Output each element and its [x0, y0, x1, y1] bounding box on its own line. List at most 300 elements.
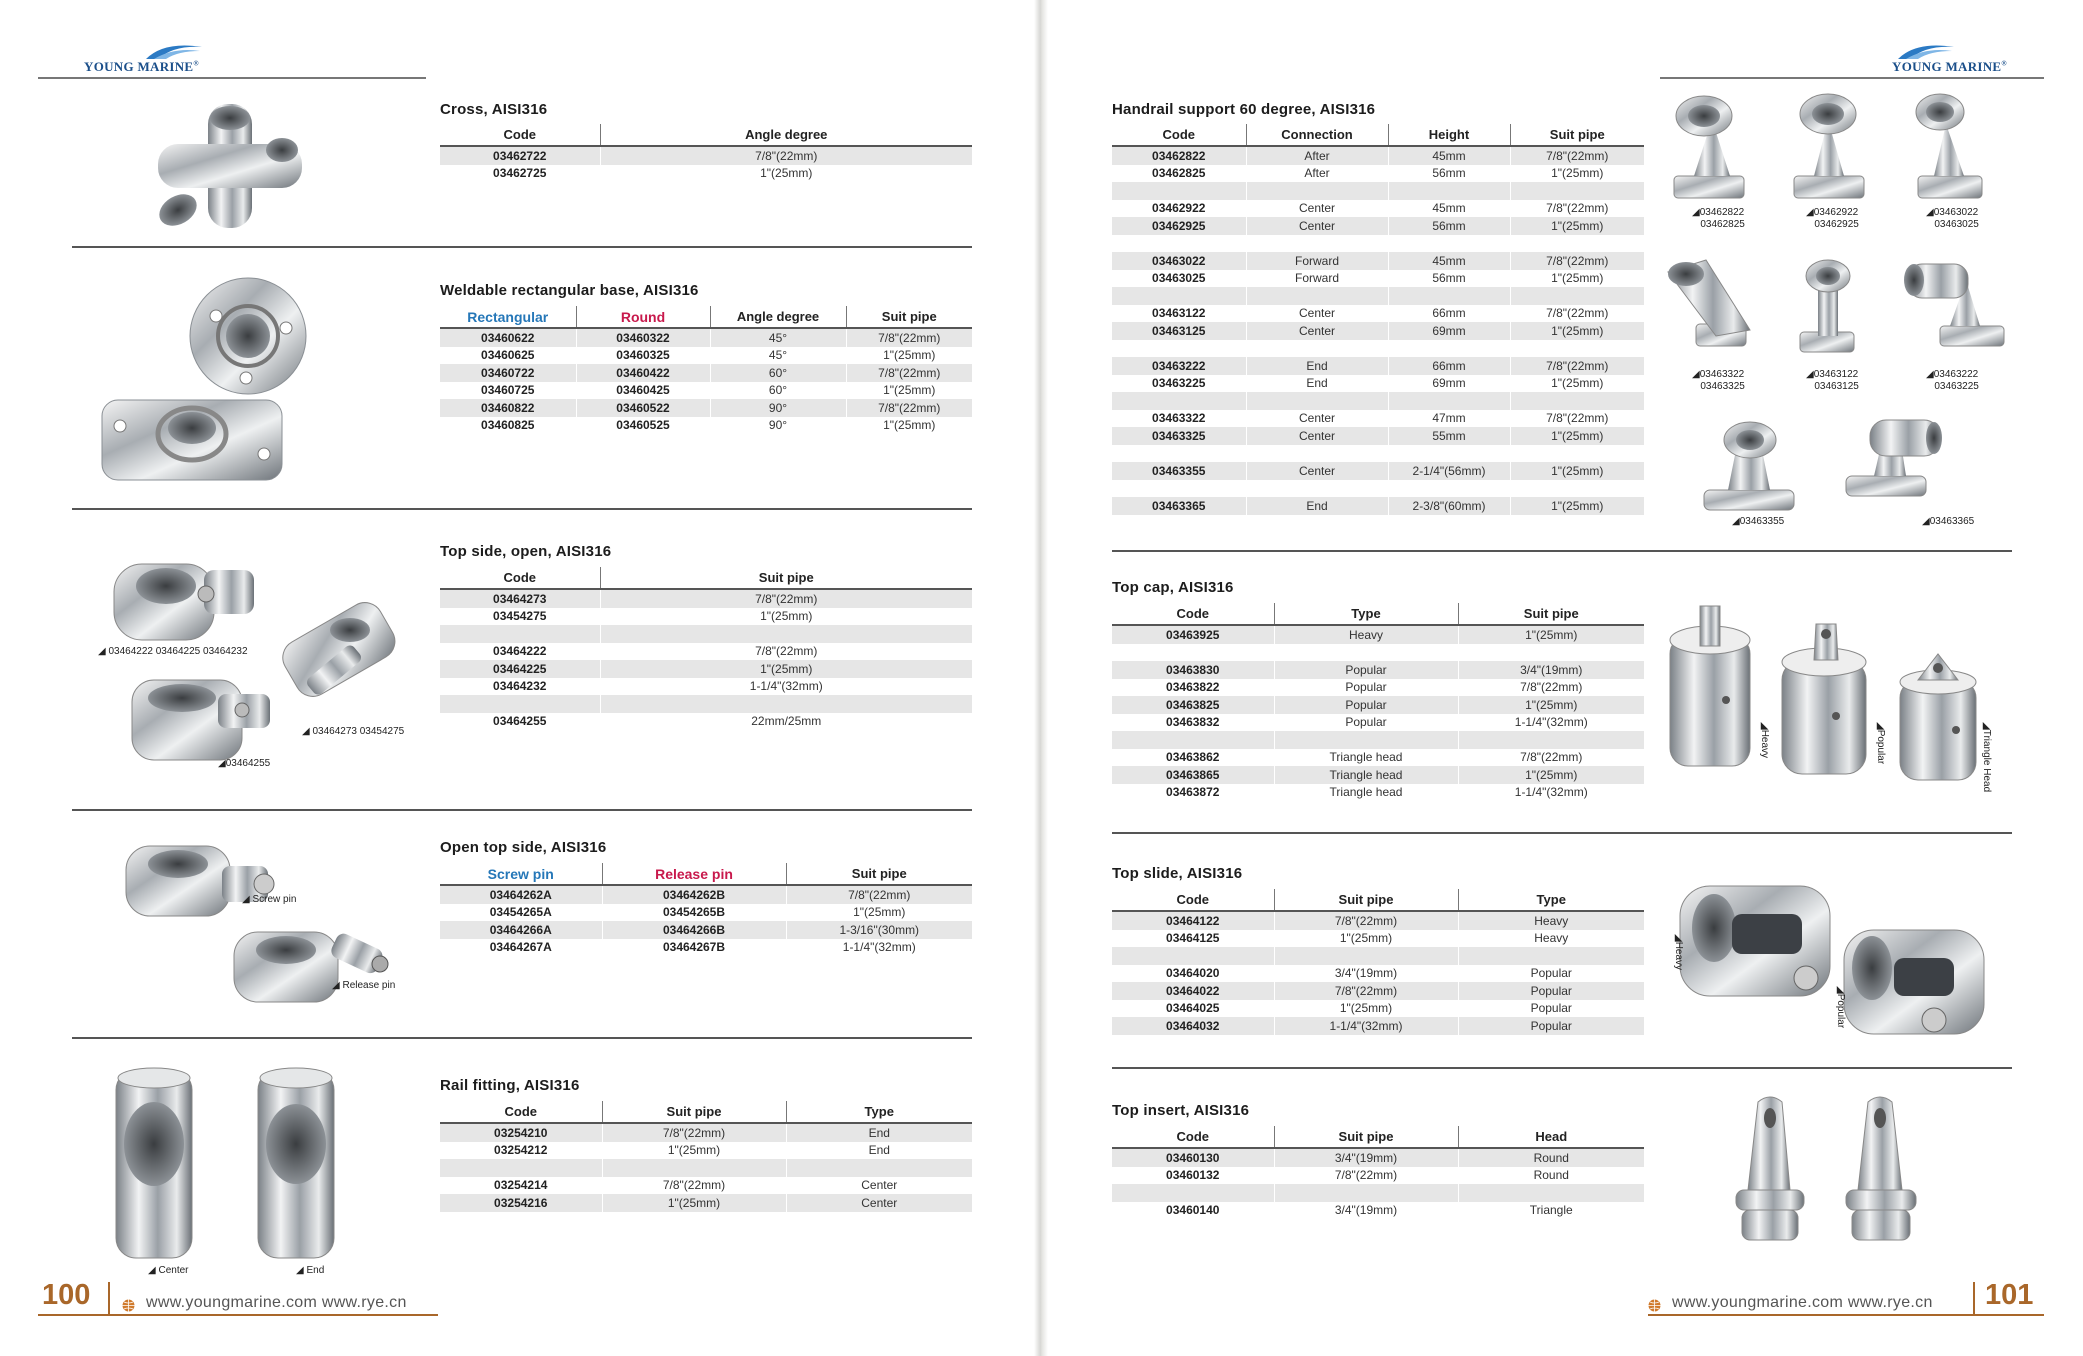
table-cell: 45mm [1388, 200, 1510, 218]
table-cell: 56mm [1388, 217, 1510, 235]
table-row [1112, 235, 1644, 253]
table-cell: Center [1246, 427, 1388, 445]
section-divider [72, 809, 972, 811]
table-row [1112, 357, 1644, 375]
column-header: Suit pipe [1274, 889, 1458, 911]
column-header: Suit pipe [602, 1101, 786, 1123]
table-cell: 03464273 [440, 589, 600, 608]
column-header: Head [1458, 1126, 1644, 1148]
table-row [440, 1123, 972, 1142]
table-cell: 03464232 [493, 679, 547, 694]
footer-url-left: www.youngmarine.com www.rye.cn [146, 1294, 407, 1311]
table-row [1112, 1017, 1644, 1035]
table-cell: 03462925 [1112, 217, 1246, 235]
table-cell: 03460825 [481, 418, 535, 433]
photo-caption: ◢03463355 [1732, 516, 1785, 527]
table-cell [1246, 182, 1388, 200]
brand-name: YOUNG MARINE [1892, 59, 2002, 74]
table-cell: 45mm [1388, 146, 1510, 165]
table-cell: 3/4"(19mm) [1274, 1202, 1458, 1220]
table-row [1112, 661, 1644, 679]
table-cell: 7/8"(22mm) [1274, 1167, 1458, 1185]
table-cell: 90° [710, 399, 846, 417]
table-row [1112, 427, 1644, 445]
table-cell: Popular [1458, 1000, 1644, 1018]
weldable-spec-table [440, 306, 972, 434]
column-header: Angle degree [710, 306, 846, 328]
photo-caption: ◢03463365 [1922, 516, 1975, 527]
table-cell [1246, 235, 1388, 253]
table-cell: 03460322 [576, 328, 710, 347]
table-row [1112, 784, 1644, 802]
table-cell [1388, 480, 1510, 498]
column-header: Type [786, 1101, 972, 1123]
table-cell: Triangle head [1274, 749, 1458, 767]
table-header-row [440, 567, 972, 589]
table-cell: 7/8"(22mm) [846, 399, 972, 417]
table-cell: 1"(25mm) [1510, 270, 1644, 288]
table-cell [1510, 445, 1644, 463]
table-cell: 03463830 [1112, 661, 1274, 679]
table-cell: 03463322 [1152, 411, 1206, 426]
table-cell: 1"(25mm) [600, 608, 972, 626]
table-cell [1112, 1184, 1274, 1202]
table-cell [1510, 287, 1644, 305]
table-cell: 55mm [1388, 427, 1510, 445]
table-cell: 03463862 [1166, 750, 1220, 765]
table-row [1112, 947, 1644, 965]
footer-url-right: www.youngmarine.com www.rye.cn [1672, 1294, 1933, 1311]
table-cell [1458, 1184, 1644, 1202]
table-cell: 1"(25mm) [1510, 375, 1644, 393]
table-cell: Center [786, 1177, 972, 1195]
table-cell: 03462822 [1112, 146, 1246, 165]
photo-caption: ◢03463222 03463225 [1926, 369, 1979, 392]
handrail-support-photos [1660, 90, 2020, 530]
table-header-row [440, 863, 972, 885]
table-cell [1510, 392, 1644, 410]
page-number-left: 100 [42, 1279, 91, 1311]
table-cell: 1"(25mm) [602, 1142, 786, 1160]
table-cell: 03460425 [576, 382, 710, 400]
photo-caption: ◢Popular [1875, 722, 1886, 765]
column-header: Code [440, 1101, 602, 1123]
table-cell: 1"(25mm) [1510, 322, 1644, 340]
table-cell [1112, 182, 1246, 200]
table-cell: 7/8"(22mm) [1510, 357, 1644, 375]
table-cell [1510, 480, 1644, 498]
column-header: Type [1458, 889, 1644, 911]
table-row [440, 417, 972, 435]
table-row [440, 347, 972, 365]
table-cell: 03463025 [1152, 271, 1206, 286]
table-cell: After [1246, 146, 1388, 165]
table-cell: Popular [1274, 661, 1458, 679]
table-cell [1510, 182, 1644, 200]
photo-caption: ◢ End [296, 1265, 325, 1276]
table-row [1112, 982, 1644, 1000]
table-row [1112, 392, 1644, 410]
table-cell [1246, 287, 1388, 305]
table-header-row [1112, 1126, 1644, 1148]
table-cell: Heavy [1458, 930, 1644, 948]
topinsert-spec-table [1112, 1126, 1644, 1219]
table-cell: 1"(25mm) [600, 660, 972, 678]
section-title-open-topside: Open top side, AISI316 [440, 839, 607, 856]
brand-logo-right: YOUNG MARINE® [1892, 59, 2007, 75]
table-cell: 03464122 [1112, 911, 1274, 930]
table-cell: 03463225 [1152, 376, 1206, 391]
table-cell: 7/8"(22mm) [786, 885, 972, 904]
table-row [1112, 930, 1644, 948]
table-cell: 03460622 [440, 328, 576, 347]
table-row [1112, 322, 1644, 340]
table-cell: 7/8"(22mm) [1458, 679, 1644, 697]
table-row [1112, 1202, 1644, 1220]
table-cell: 03460140 [1166, 1203, 1220, 1218]
table-row [1112, 217, 1644, 235]
table-cell: 1"(25mm) [1274, 930, 1458, 948]
section-divider [72, 246, 972, 248]
column-header: Suit pipe [786, 863, 972, 885]
table-cell: Round [1458, 1148, 1644, 1167]
table-cell [1112, 731, 1274, 749]
table-cell: 03464255 [493, 714, 547, 729]
section-divider [72, 1037, 972, 1039]
table-row [440, 382, 972, 400]
table-cell: 60° [710, 364, 846, 382]
table-cell: 7/8"(22mm) [600, 146, 972, 165]
table-cell [1388, 235, 1510, 253]
table-cell [1458, 947, 1644, 965]
table-cell: 7/8"(22mm) [1274, 982, 1458, 1000]
table-cell: 03463865 [1112, 766, 1274, 784]
column-header: Suit pipe [600, 567, 972, 589]
table-cell: 7/8"(22mm) [1274, 911, 1458, 930]
table-row [1112, 182, 1644, 200]
logo-wave-icon [144, 41, 204, 61]
table-cell: 1"(25mm) [846, 417, 972, 435]
table-cell: Center [1246, 410, 1388, 428]
section-title-rail-fitting: Rail fitting, AISI316 [440, 1077, 580, 1094]
table-cell: 03460625 [481, 348, 535, 363]
table-row [1112, 340, 1644, 358]
globe-icon [1648, 1299, 1661, 1312]
table-cell: 03463832 [1166, 715, 1220, 730]
table-header-row [440, 306, 972, 328]
table-row [1112, 1184, 1644, 1202]
column-header: Round [576, 306, 710, 328]
table-cell: 3/4"(19mm) [1458, 661, 1644, 679]
table-cell: Popular [1274, 696, 1458, 714]
table-row [440, 625, 972, 643]
table-cell: 1"(25mm) [1510, 462, 1644, 480]
table-cell [1388, 287, 1510, 305]
table-cell: Heavy [1274, 625, 1458, 644]
table-cell: Center [786, 1194, 972, 1212]
column-header: Code [440, 567, 600, 589]
table-cell: 3/4"(19mm) [1274, 1148, 1458, 1167]
table-cell: 90° [710, 417, 846, 435]
page-number-right: 101 [1985, 1279, 2034, 1311]
table-row [440, 1159, 972, 1177]
table-cell: 03463822 [1166, 680, 1220, 695]
photo-caption: ◢Popular [1835, 986, 1846, 1029]
column-header: Type [1274, 603, 1458, 625]
table-row [440, 1142, 972, 1160]
table-cell: 1"(25mm) [1458, 696, 1644, 714]
table-row [1112, 497, 1644, 515]
table-cell: 7/8"(22mm) [1510, 305, 1644, 323]
table-cell: 03460132 [1166, 1168, 1220, 1183]
table-cell: 03464125 [1166, 931, 1220, 946]
table-cell: 1-1/4"(32mm) [600, 678, 972, 696]
table-row [1112, 480, 1644, 498]
table-cell [786, 1159, 972, 1177]
table-row [1112, 731, 1644, 749]
table-row [440, 678, 972, 696]
photo-caption: ◢03463322 03463325 [1692, 369, 1745, 392]
table-cell: 69mm [1388, 375, 1510, 393]
table-row [1112, 146, 1644, 165]
table-cell: Center [1246, 200, 1388, 218]
table-row [440, 643, 972, 661]
table-cell: 1"(25mm) [1510, 165, 1644, 183]
table-cell: 45° [710, 347, 846, 365]
footer-separator [1973, 1282, 1975, 1314]
table-cell: 7/8"(22mm) [1510, 410, 1644, 428]
table-cell: 1-1/4"(32mm) [1458, 784, 1644, 802]
photo-caption: ◢ Center [148, 1265, 189, 1276]
table-cell: 1"(25mm) [846, 347, 972, 365]
table-row [440, 328, 972, 347]
table-cell: 69mm [1388, 322, 1510, 340]
table-row [1112, 679, 1644, 697]
table-cell [1388, 445, 1510, 463]
table-cell [1510, 235, 1644, 253]
table-cell: Forward [1246, 252, 1388, 270]
table-cell [1274, 731, 1458, 749]
table-cell: 03463825 [1112, 696, 1274, 714]
table-cell: 03460522 [576, 399, 710, 417]
table-cell [1246, 340, 1388, 358]
table-cell: 03464032 [1112, 1017, 1274, 1035]
section-title-weldable: Weldable rectangular base, AISI316 [440, 282, 699, 299]
table-cell: 45° [710, 328, 846, 347]
table-cell: 03464262B [602, 885, 786, 904]
table-row [1112, 965, 1644, 983]
table-cell: 7/8"(22mm) [1510, 200, 1644, 218]
photo-caption: ◢03462922 03462925 [1806, 207, 1859, 230]
table-cell: 03464266B [602, 921, 786, 939]
table-cell: 03462922 [1152, 201, 1206, 216]
table-cell: 03462825 [1152, 166, 1206, 181]
photo-caption: ◢ 03464273 03454275 [302, 726, 405, 737]
table-cell [1112, 392, 1246, 410]
table-cell: 7/8"(22mm) [600, 589, 972, 608]
table-cell: 03464266A [440, 921, 602, 939]
table-row [1112, 1167, 1644, 1185]
column-header: Code [1112, 1126, 1274, 1148]
table-row [1112, 252, 1644, 270]
weldable-base-photo [98, 276, 318, 490]
table-cell [1112, 644, 1274, 662]
table-cell: 1-3/16"(30mm) [786, 921, 972, 939]
column-header: Code [1112, 124, 1246, 146]
table-header-row [1112, 603, 1644, 625]
column-header: Screw pin [440, 863, 602, 885]
table-cell: 03460725 [481, 383, 535, 398]
table-cell: Popular [1458, 965, 1644, 983]
table-cell: Popular [1458, 1017, 1644, 1035]
header-rule [1660, 77, 2044, 79]
table-cell: 56mm [1388, 270, 1510, 288]
table-cell: 1"(25mm) [1510, 217, 1644, 235]
brand-logo-left: YOUNG MARINE® [84, 59, 199, 75]
table-cell: End [786, 1142, 972, 1160]
table-row [440, 904, 972, 922]
column-header: Connection [1246, 124, 1388, 146]
table-row [1112, 714, 1644, 732]
table-cell: 2-1/4"(56mm) [1388, 462, 1510, 480]
table-row [440, 399, 972, 417]
table-cell: 03254212 [494, 1143, 548, 1158]
table-cell [1246, 480, 1388, 498]
column-header: Code [1112, 603, 1274, 625]
table-cell: 03460422 [576, 364, 710, 382]
table-row [440, 660, 972, 678]
table-cell: Center [1246, 462, 1388, 480]
topside-open-photo [108, 540, 428, 780]
table-cell: 03462722 [440, 146, 600, 165]
table-cell [1112, 480, 1246, 498]
table-cell: 1"(25mm) [1274, 1000, 1458, 1018]
table-row [1112, 200, 1644, 218]
photo-caption: ◢ 03464222 03464225 03464232 [98, 646, 248, 657]
table-cell: 7/8"(22mm) [1458, 749, 1644, 767]
table-cell: Center [1246, 217, 1388, 235]
table-cell [602, 1159, 786, 1177]
table-row [1112, 1000, 1644, 1018]
table-cell: End [1246, 375, 1388, 393]
table-cell: Center [1246, 322, 1388, 340]
table-cell: 03463355 [1112, 462, 1246, 480]
table-cell: End [1246, 357, 1388, 375]
table-row [440, 1177, 972, 1195]
table-cell: 1"(25mm) [602, 1194, 786, 1212]
table-cell: 03464225 [440, 660, 600, 678]
section-divider [1112, 550, 2012, 552]
table-cell: End [1246, 497, 1388, 515]
cross-spec-table [440, 124, 972, 182]
table-cell: 1"(25mm) [786, 904, 972, 922]
table-row [440, 165, 972, 183]
footer-separator [108, 1282, 110, 1314]
handrail-spec-table [1112, 124, 1644, 515]
table-cell: 60° [710, 382, 846, 400]
table-cell: 1-1/4"(32mm) [1274, 1017, 1458, 1035]
table-cell: Triangle head [1274, 784, 1458, 802]
table-cell: 2-3/8"(60mm) [1388, 497, 1510, 515]
table-cell [440, 1159, 602, 1177]
table-cell: 03464267A [489, 940, 552, 955]
table-cell: 03254210 [440, 1123, 602, 1142]
table-row [1112, 749, 1644, 767]
table-row [440, 939, 972, 957]
table-row [1112, 375, 1644, 393]
table-cell: 7/8"(22mm) [1510, 252, 1644, 270]
table-row [1112, 305, 1644, 323]
table-cell [600, 695, 972, 713]
column-header: Suit pipe [1274, 1126, 1458, 1148]
topinsert-photos [1730, 1094, 1940, 1250]
table-cell [1274, 644, 1458, 662]
table-cell: Center [1246, 305, 1388, 323]
table-row [1112, 287, 1644, 305]
table-cell: 03254214 [494, 1178, 548, 1193]
table-cell [1112, 340, 1246, 358]
table-row [1112, 644, 1644, 662]
table-cell: Triangle [1458, 1202, 1644, 1220]
photo-caption: ◢Triangle Head [1981, 722, 1992, 793]
section-divider [1112, 1067, 2012, 1069]
table-cell: 03460130 [1112, 1148, 1274, 1167]
table-cell: 1"(25mm) [1458, 766, 1644, 784]
table-header-row [440, 1101, 972, 1123]
table-cell: 03464267B [602, 939, 786, 957]
table-cell [1274, 947, 1458, 965]
table-row [1112, 445, 1644, 463]
table-cell [440, 695, 600, 713]
table-cell: 03460325 [576, 347, 710, 365]
table-row [440, 921, 972, 939]
table-cell [1458, 731, 1644, 749]
table-cell: 7/8"(22mm) [602, 1123, 786, 1142]
table-row [440, 713, 972, 731]
table-cell [1112, 287, 1246, 305]
table-cell: 1"(25mm) [1458, 625, 1644, 644]
header-rule [38, 77, 426, 79]
table-cell: 03464222 [493, 644, 547, 659]
table-cell: Forward [1246, 270, 1388, 288]
table-cell: 22mm/25mm [600, 713, 972, 731]
table-cell: 03464022 [1112, 982, 1274, 1000]
topcap-spec-table [1112, 603, 1644, 801]
table-row [1112, 766, 1644, 784]
table-cell: 1"(25mm) [846, 382, 972, 400]
table-cell [1246, 445, 1388, 463]
table-cell [600, 625, 972, 643]
column-header: Height [1388, 124, 1510, 146]
table-cell: 03463872 [1166, 785, 1220, 800]
table-cell [1388, 392, 1510, 410]
table-cell: 66mm [1388, 305, 1510, 323]
table-row [1112, 462, 1644, 480]
topcap-photos [1666, 600, 2006, 793]
column-header: Angle degree [600, 124, 972, 146]
table-cell: 03463222 [1112, 357, 1246, 375]
table-cell: 03254216 [440, 1194, 602, 1212]
section-title-topcap: Top cap, AISI316 [1112, 579, 1234, 596]
photo-caption: ◢ Release pin [332, 980, 396, 991]
table-cell [1112, 445, 1246, 463]
table-header-row [440, 124, 972, 146]
table-cell: 03463925 [1112, 625, 1274, 644]
photo-caption: ◢Heavy [1759, 722, 1770, 759]
table-cell [1274, 1184, 1458, 1202]
table-cell: 03454265A [489, 905, 552, 920]
table-cell: 7/8"(22mm) [1510, 146, 1644, 165]
